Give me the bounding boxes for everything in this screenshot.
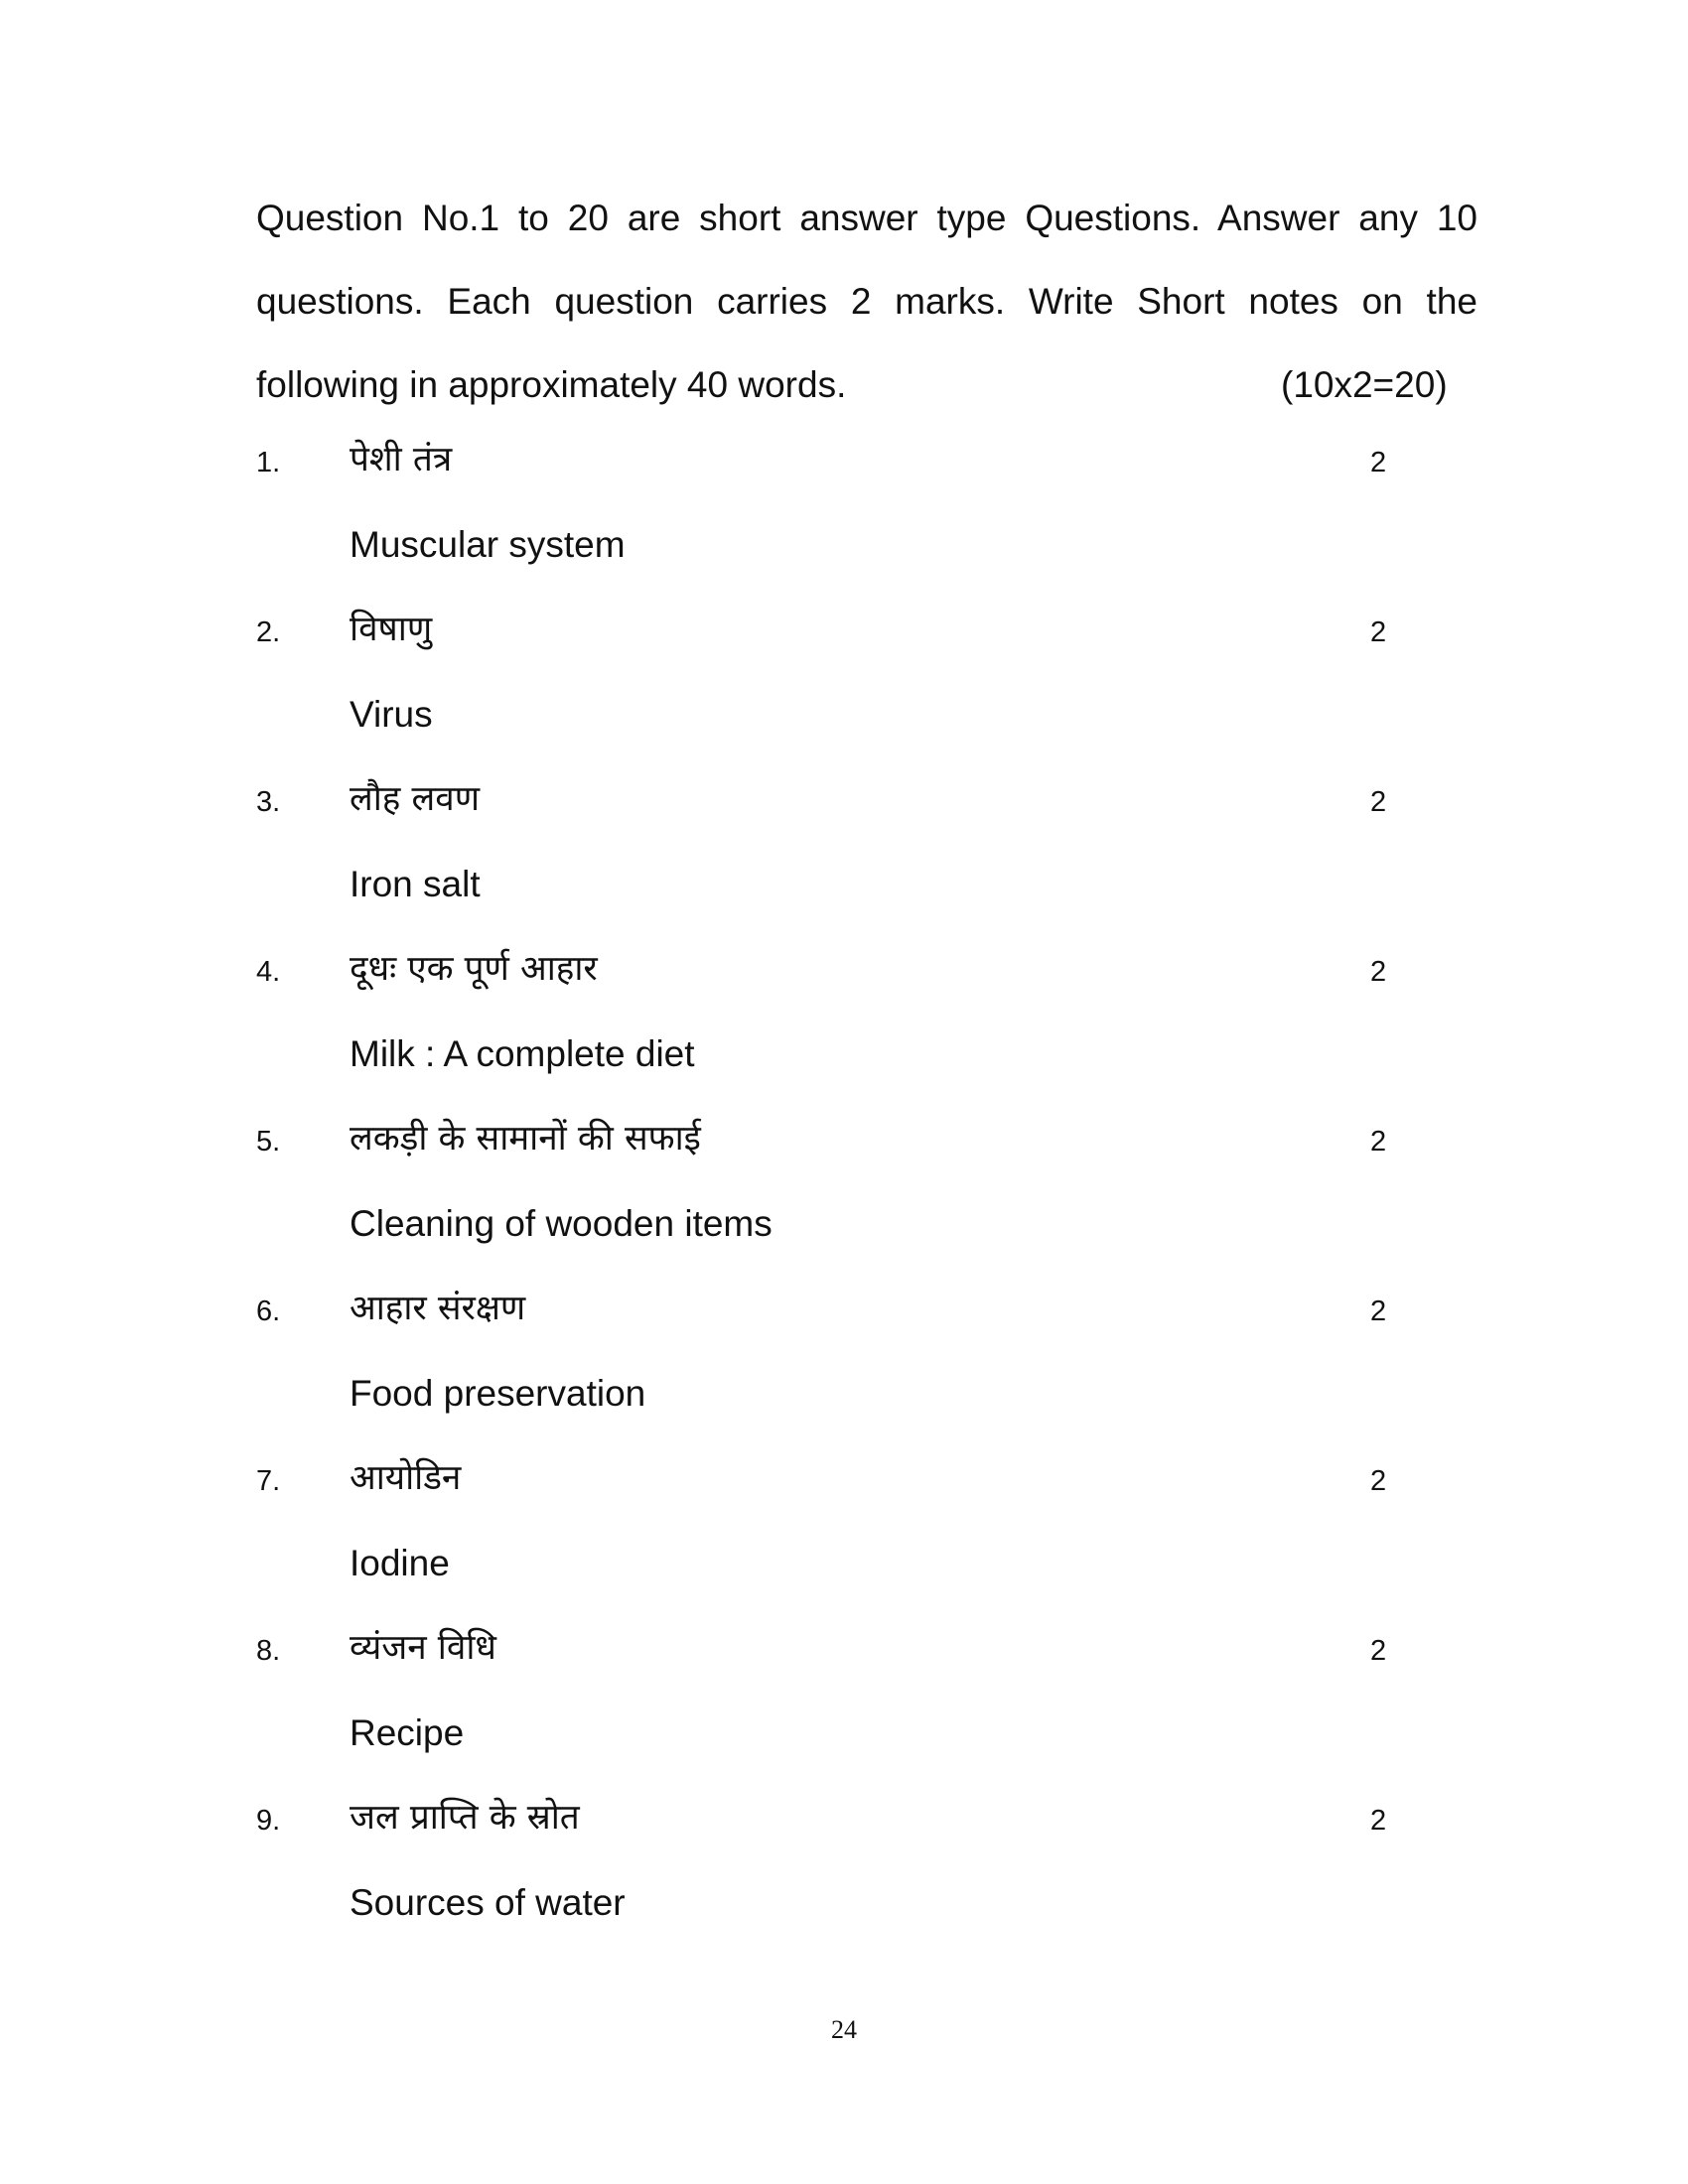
question-english: Muscular system — [350, 524, 626, 565]
question-english: Sources of water — [350, 1882, 626, 1923]
question-hindi: दूधः एक पूर्ण आहार — [350, 949, 598, 989]
question-marks: 2 — [1370, 1296, 1387, 1327]
question-number: 5. — [256, 1126, 281, 1158]
question-marks: 2 — [1370, 1805, 1387, 1837]
question-english: Iron salt — [350, 864, 481, 904]
question-number: 8. — [256, 1635, 281, 1667]
question-hindi: पेशी तंत्र — [350, 440, 453, 479]
instruction-line: questions. Each question carries 2 marks. Write Short notes on the — [256, 281, 1477, 322]
question-number: 7. — [256, 1465, 281, 1497]
question-english: Iodine — [350, 1543, 450, 1583]
question-marks: 2 — [1370, 956, 1387, 988]
question-hindi: लकड़ी के सामानों की सफाई — [350, 1119, 701, 1159]
question-item — [256, 1617, 1487, 1787]
question-item — [256, 768, 1487, 938]
instruction-line-last — [256, 343, 1477, 427]
total-marks: (10x2=20) — [1281, 364, 1448, 405]
question-item — [256, 1108, 1487, 1278]
question-number: 4. — [256, 956, 281, 988]
question-hindi: आयोडिन — [350, 1458, 462, 1498]
question-english: Food preservation — [350, 1373, 646, 1414]
question-marks: 2 — [1370, 1126, 1387, 1158]
question-hindi: लौह लवण — [350, 779, 481, 819]
question-list — [256, 429, 1487, 1957]
question-item — [256, 938, 1487, 1108]
question-marks: 2 — [1370, 786, 1387, 818]
question-hindi: जल प्राप्ति के स्रोत — [350, 1798, 580, 1838]
question-item — [256, 599, 1487, 768]
question-english: Recipe — [350, 1712, 465, 1753]
question-number: 6. — [256, 1296, 281, 1327]
question-item — [256, 1787, 1487, 1957]
question-item — [256, 429, 1487, 599]
question-hindi: विषाणु — [350, 610, 433, 649]
question-hindi: आहार संरक्षण — [350, 1289, 526, 1328]
question-number: 9. — [256, 1805, 281, 1837]
question-marks: 2 — [1370, 1635, 1387, 1667]
question-hindi: व्यंजन विधि — [350, 1628, 496, 1668]
question-item — [256, 1447, 1487, 1617]
instruction-line-text: following in approximately 40 words. — [256, 364, 847, 405]
page-number: 24 — [831, 2015, 857, 2044]
question-english: Virus — [350, 694, 433, 735]
question-number: 2. — [256, 616, 281, 648]
instruction-line: Question No.1 to 20 are short answer type Questions. Answer any 10 — [256, 198, 1477, 238]
question-number: 1. — [256, 447, 281, 478]
question-marks: 2 — [1370, 447, 1387, 478]
question-number: 3. — [256, 786, 281, 818]
instructions — [256, 177, 1477, 427]
question-marks: 2 — [1370, 1465, 1387, 1497]
question-item — [256, 1278, 1487, 1447]
question-english: Cleaning of wooden items — [350, 1203, 773, 1244]
question-marks: 2 — [1370, 616, 1387, 648]
question-english: Milk : A complete diet — [350, 1033, 695, 1074]
